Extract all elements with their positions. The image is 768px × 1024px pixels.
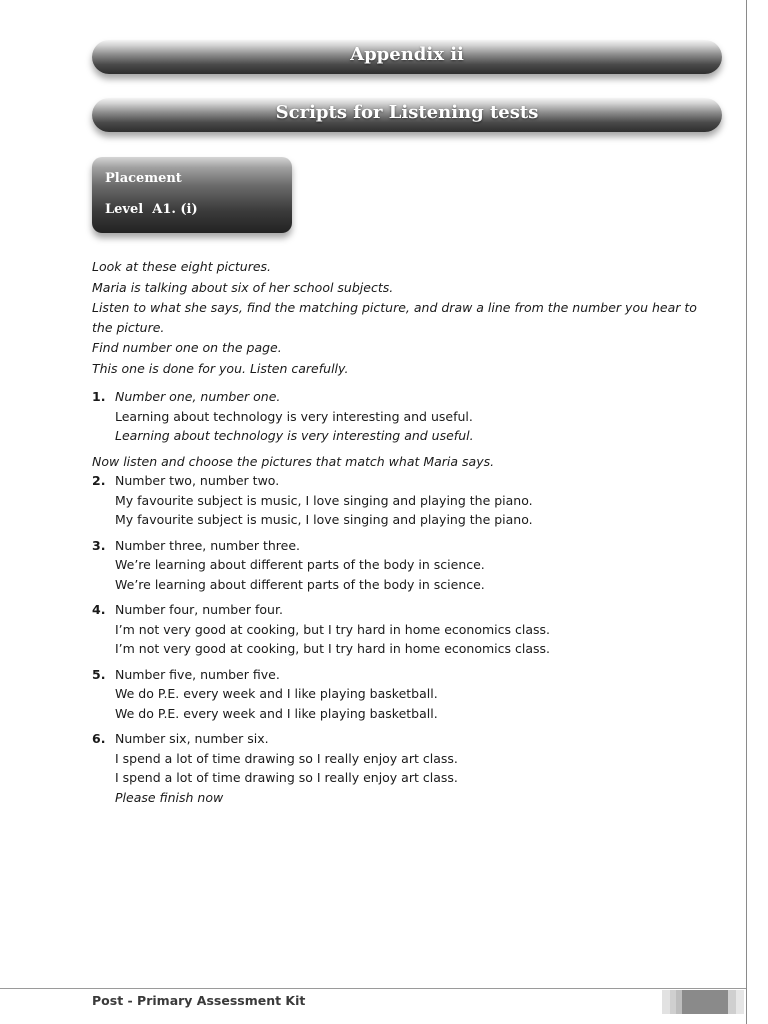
item-line: I’m not very good at cooking, but I try hard in home economics class. [115, 621, 550, 637]
item-line: Number four, number four. [115, 602, 283, 617]
script-item-5 [92, 665, 707, 724]
item-line: I spend a lot of time drawing so I really enjoy art class. [115, 770, 458, 785]
item-line: Number five, number five. [115, 666, 280, 682]
level-box-placement: Placement [105, 171, 182, 186]
level-box-level: Level A1. (i) [105, 202, 198, 217]
footer-title: Post - Primary Assessment Kit [92, 993, 306, 1008]
intro-line: Look at these eight pictures. [92, 259, 272, 274]
item-number: 3. [92, 537, 106, 553]
page-edge-rule [746, 0, 747, 1024]
appendix-title: Appendix ii [350, 44, 464, 65]
item-number: 1. [92, 389, 106, 404]
item-number: 5. [92, 666, 106, 682]
item-line: My favourite subject is music, I love singing and playing the piano. [115, 492, 533, 508]
item-line: Please finish now [115, 789, 224, 805]
item-line: We’re learning about different parts of the body in science. [115, 557, 485, 572]
appendix-title-banner [92, 40, 722, 74]
intro-line: Listen to what she says, find the matching picture, and draw a line from the number you hear to the picture. [92, 300, 697, 335]
intro-line: Maria is talking about six of her school subjects. [92, 279, 394, 295]
intro-instructions [92, 257, 707, 378]
script-item-6 [92, 729, 707, 807]
item-line: We do P.E. every week and I like playing basketball. [115, 705, 438, 721]
item-line: I spend a lot of time drawing so I really enjoy art class. [115, 750, 458, 766]
item-line: Learning about technology is very interesting and useful. [115, 428, 474, 443]
footer-rule [0, 988, 746, 989]
item-line: Learning about technology is very interesting and useful. [115, 408, 473, 424]
item-number: 4. [92, 602, 106, 617]
intro-line: Find number one on the page. [92, 340, 282, 355]
item-line: We do P.E. every week and I like playing basketball. [115, 686, 438, 701]
script-item-3 [92, 536, 707, 595]
item-line: Number three, number three. [115, 537, 301, 553]
item-line: Number two, number two. [115, 473, 280, 488]
level-box [92, 157, 292, 233]
item-number: 6. [92, 731, 106, 746]
script-item-2 [92, 471, 707, 530]
section-title: Scripts for Listening tests [275, 102, 539, 123]
item-line: Number one, number one. [115, 389, 281, 404]
item-number: 2. [92, 473, 106, 488]
footer-page-tab [662, 990, 744, 1014]
item-line: I’m not very good at cooking, but I try hard in home economics class. [115, 641, 550, 656]
script-item-1 [92, 387, 707, 446]
mid-instruction: Now listen and choose the pictures that match what Maria says. [92, 453, 495, 469]
item-line: We’re learning about different parts of the body in science. [115, 576, 485, 592]
script-content [92, 257, 707, 813]
intro-line: This one is done for you. Listen carefully. [92, 360, 349, 376]
section-title-banner [92, 98, 722, 132]
item-line: My favourite subject is music, I love singing and playing the piano. [115, 512, 533, 527]
item-line: Number six, number six. [115, 731, 269, 746]
script-item-4 [92, 600, 707, 659]
